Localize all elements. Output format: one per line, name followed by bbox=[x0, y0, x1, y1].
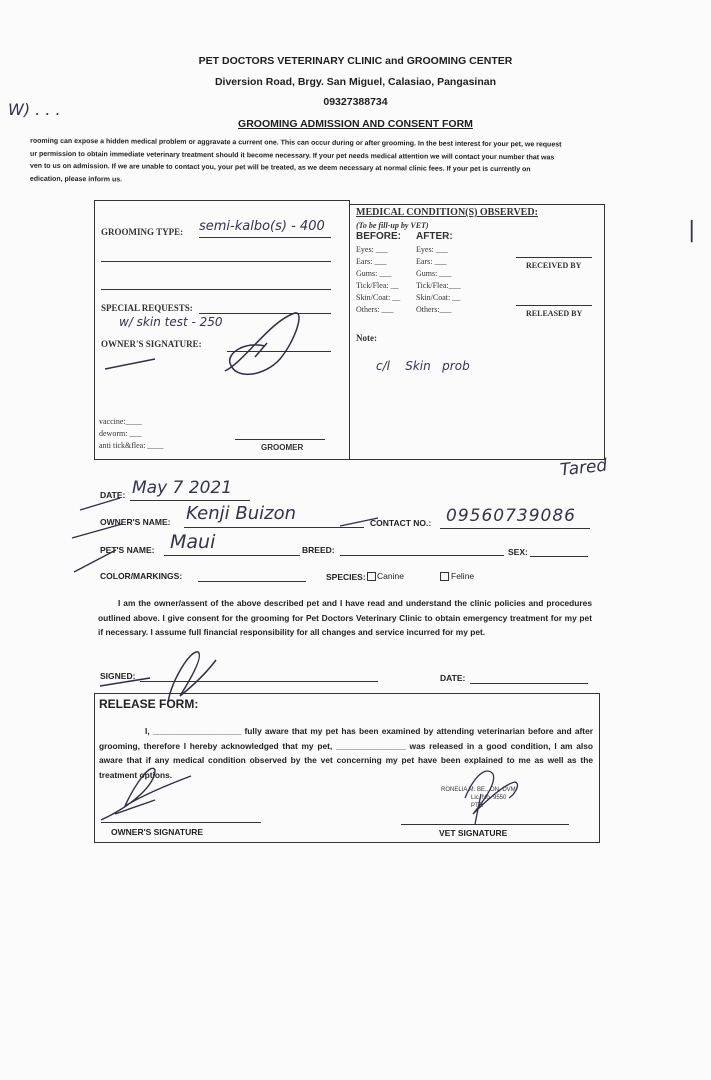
input-line bbox=[101, 289, 331, 290]
contact-label: CONTACT NO.: bbox=[370, 518, 432, 528]
antitick-label: anti tick&flea: ____ bbox=[99, 441, 164, 450]
stamp-license: Lic. No. 9550 bbox=[471, 795, 507, 801]
intro-line: edication, please inform us. bbox=[29, 175, 123, 183]
medical-title: MEDICAL CONDITION(S) OBSERVED: bbox=[356, 207, 538, 218]
consent-text: I am the owner/assent of the above described pet and I have read and understand the clinic policies and procedures outlined above. I give consent for the grooming for Pet Doctors Veterinary Clinic to obtain emergency treatment for my pet if necessary. I assume full financial responsibility for all changes and service incurred for my pet. bbox=[98, 598, 592, 637]
grooming-type-label: GROOMING TYPE: bbox=[101, 227, 184, 237]
stamp-name: RONELIA M. BE...ON, DVM bbox=[441, 787, 516, 793]
intro-line: ur permission to obtain immediate veterinary treatment should it become necessary. If your pet needs medical attention we will contact your number that was bbox=[30, 150, 555, 161]
note-label: Note: bbox=[356, 333, 377, 343]
deworm-label: deworm: ___ bbox=[99, 429, 142, 438]
received-by-label: RECEIVED BY bbox=[526, 261, 582, 270]
release-title: RELEASE FORM: bbox=[99, 697, 199, 711]
before-label: BEFORE: bbox=[356, 231, 401, 242]
vaccine-label: vaccine:____ bbox=[99, 417, 142, 426]
grooming-box bbox=[94, 200, 350, 460]
owner-signature-line[interactable] bbox=[101, 822, 261, 823]
released-line bbox=[516, 305, 592, 306]
after-item: Skin/Coat: __ bbox=[416, 293, 461, 302]
groomer-line bbox=[235, 439, 325, 440]
owner-name-label: OWNER'S NAME: bbox=[100, 517, 171, 527]
after-item: Tick/Flea:___ bbox=[416, 281, 461, 290]
right-margin-mark: | bbox=[688, 218, 696, 243]
after-list bbox=[416, 245, 461, 317]
before-item: Others: ___ bbox=[356, 305, 394, 314]
input-line bbox=[101, 261, 331, 262]
clinic-name: PET DOCTORS VETERINARY CLINIC and GROOMING CENTER bbox=[198, 55, 513, 67]
date-label: DATE: bbox=[100, 490, 126, 500]
sex-label: SEX: bbox=[508, 547, 528, 557]
release-owner-sig-label: OWNER'S SIGNATURE bbox=[111, 827, 204, 837]
pet-name-label: PET'S NAME: bbox=[100, 545, 155, 555]
received-line bbox=[516, 257, 592, 258]
stamp-ptr: PTR bbox=[471, 803, 483, 809]
after-label: AFTER: bbox=[416, 231, 453, 242]
intro-line: ven to us on admission. If we are unable to contact you, your pet will be treated, as we deem necessary at normal clinic fees. If your pet is currently on bbox=[29, 162, 531, 174]
after-item: Gums: ___ bbox=[416, 269, 452, 278]
date-value[interactable]: May 7 2021 bbox=[132, 478, 233, 498]
feline-checkbox[interactable] bbox=[440, 572, 449, 581]
signed-label: SIGNED: bbox=[100, 671, 136, 681]
breed-label: BREED: bbox=[302, 545, 335, 555]
consent-date-label: DATE: bbox=[440, 673, 466, 683]
after-item: Others:___ bbox=[416, 305, 452, 314]
sex-field[interactable] bbox=[530, 556, 588, 557]
owner-signature-scribble bbox=[95, 301, 349, 391]
release-text: I, ___________________ fully aware that my pet has been examined by attending veterinarian before and after grooming, therefore I hereby acknowledged that my pet, _______________ was released in a good condition, I am also aware that if any medical condition observed by the vet concerning my pet have been explained to me as well as the treatment options. bbox=[99, 726, 593, 780]
species-label: SPECIES: bbox=[326, 572, 366, 582]
grooming-type-value[interactable]: semi-kalbo(s) - 400 bbox=[199, 219, 325, 234]
pet-name-value[interactable]: Maui bbox=[170, 531, 216, 553]
before-item: Skin/Coat: __ bbox=[356, 293, 401, 302]
medical-box bbox=[349, 204, 605, 460]
input-line bbox=[199, 237, 331, 238]
intro-line: rooming can expose a hidden medical problem or aggravate a current one. This can occur during or after grooming. In the best interest for your pet, we request bbox=[30, 137, 562, 149]
medical-subtitle: (To be fill-up by VET) bbox=[356, 221, 429, 230]
released-by-label: RELEASED BY bbox=[526, 309, 583, 318]
clinic-phone: 09327388734 bbox=[323, 96, 388, 108]
vet-signature-label: VET SIGNATURE bbox=[439, 828, 508, 838]
groomer-label: GROOMER bbox=[261, 443, 304, 452]
note-value[interactable]: c/l Skin prob bbox=[376, 359, 470, 373]
special-requests-value[interactable]: w/ skin test - 250 bbox=[119, 315, 223, 329]
tared-annotation: Tared bbox=[559, 455, 609, 481]
owner-signature-label: OWNER'S SIGNATURE: bbox=[101, 339, 202, 349]
intro-paragraph bbox=[30, 136, 675, 191]
before-item: Ears: ___ bbox=[356, 257, 387, 266]
owner-name-value[interactable]: Kenji Buizon bbox=[186, 503, 296, 524]
before-list bbox=[356, 245, 400, 317]
before-item: Tick/Flea: __ bbox=[356, 281, 399, 290]
clinic-address: Diversion Road, Brgy. San Miguel, Calasiao, Pangasinan bbox=[214, 76, 497, 88]
field-strokes bbox=[60, 490, 380, 600]
margin-note: W) . . . bbox=[8, 100, 61, 119]
form-title: GROOMING ADMISSION AND CONSENT FORM bbox=[238, 118, 473, 130]
feline-label: Feline bbox=[451, 571, 475, 581]
before-item: Eyes: ___ bbox=[356, 245, 388, 254]
after-item: Eyes: ___ bbox=[416, 245, 448, 254]
input-line bbox=[440, 528, 590, 529]
color-markings-label: COLOR/MARKINGS: bbox=[100, 571, 183, 581]
vet-signature-line[interactable] bbox=[401, 824, 569, 825]
special-requests-label: SPECIAL REQUESTS: bbox=[101, 303, 193, 313]
after-item: Ears: ___ bbox=[416, 257, 447, 266]
canine-label: Canine bbox=[377, 571, 404, 581]
before-item: Gums: ___ bbox=[356, 269, 392, 278]
contact-value[interactable]: 09560739086 bbox=[446, 506, 576, 526]
consent-date-line[interactable] bbox=[470, 683, 588, 684]
release-box bbox=[94, 693, 600, 843]
